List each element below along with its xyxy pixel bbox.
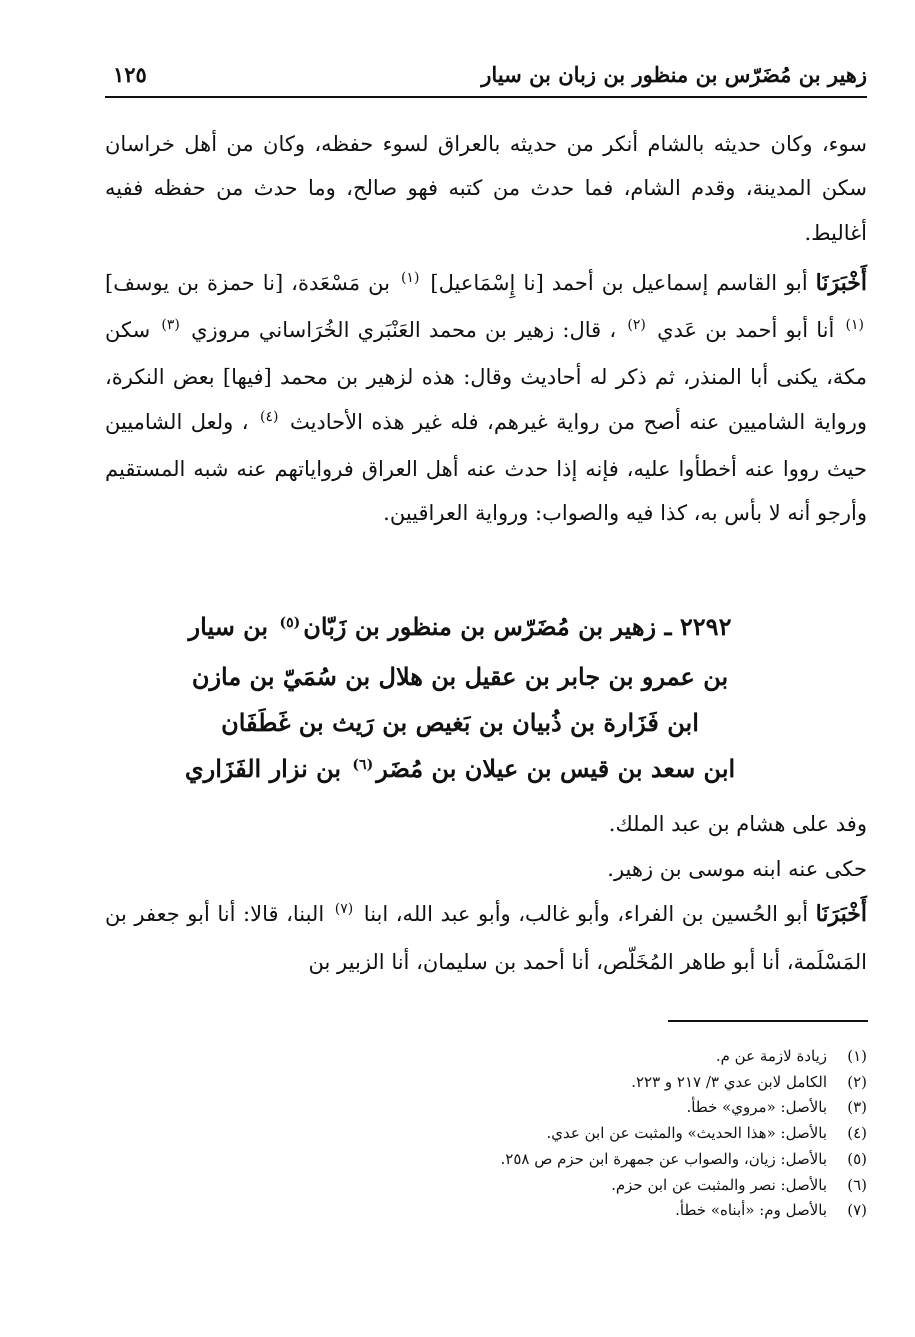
footnote-number: (٤)	[847, 1124, 867, 1143]
footnote-ref: (٤)	[260, 408, 279, 425]
footnote-item	[105, 1070, 867, 1096]
text-run: أبو الحُسين بن الفراء، وأبو غالب، وأبو عبد الله، ابنا	[363, 902, 809, 926]
paragraph	[105, 892, 867, 985]
footnote-number: (٧)	[847, 1201, 867, 1220]
heading-line	[150, 746, 770, 796]
text-run: سكن مكة، يكنى أبا المنذر، ثم ذكر له أحاديث وقال: هذه لزهير بن محمد [فيها] بعض النكرة، ورواية الشاميين عنه أصح من رواية غيرهم، فله غير هذه الأحاديث	[105, 318, 867, 434]
footnote-ref: (٦)	[352, 757, 374, 773]
main-text	[105, 122, 867, 536]
footnote-text: بالأصل وم: «أبناه» خطأ.	[675, 1201, 827, 1220]
footnote-ref: (٥)	[279, 615, 301, 631]
text-run: بن نزار الفَزَاري	[184, 754, 342, 783]
footnote-text: بالأصل: «هذا الحديث» والمثبت عن ابن عدي.	[546, 1124, 827, 1143]
footnote-item	[105, 1095, 867, 1121]
text-run: بن مَسْعَدة، [نا حمزة بن يوسف]	[105, 270, 390, 295]
footnotes	[105, 1044, 867, 1224]
footnote-item	[105, 1121, 867, 1147]
footnote-ref: (١)	[400, 269, 420, 286]
footnote-number: (٦)	[847, 1175, 867, 1194]
text-run: بن سيار	[188, 612, 269, 641]
footnote-rule	[668, 1020, 868, 1022]
text-run: ابن سعد بن قيس بن عيلان بن مُضَر	[376, 754, 736, 783]
paragraph: سوء، وكان حديثه بالشام أنكر من حديثه بالعراق لسوء حفظه، وكان من أهل خراسان سكن المدينة، وقدم الشام، فما حدث من كتبه فهو صالح، وما حدث من حفظه ففيه أغاليط.	[105, 132, 867, 245]
footnote-number: (١)	[847, 1047, 867, 1065]
footnote-item	[105, 1173, 867, 1199]
text-run: ٢٢٩٢ ـ زهير بن مُضَرّس بن منظور بن زَبّان	[303, 612, 732, 641]
footnote-number: (٥)	[847, 1149, 867, 1168]
text-run: أبو القاسم إسماعيل بن أحمد [نا إِسْمَاعيل]	[430, 270, 808, 295]
footnote-item	[105, 1147, 867, 1173]
footnote-text: زيادة لازمة عن م.	[715, 1047, 827, 1065]
text-run: ، قال: زهير بن محمد العَنْبَري الخُرَاساني مروزي	[191, 318, 617, 343]
header-rule	[105, 96, 867, 98]
narration-lead: أَخْبَرَنَا	[815, 901, 867, 927]
text-run: البنا، قالا: أنا أبو جعفر بن المَسْلَمة، أنا أبو طاهر المُخَلّص، أنا أحمد بن سليمان، أنا الزبير بن	[105, 902, 867, 974]
footnote-ref: (٧)	[334, 901, 354, 917]
narration-lead: أَخْبَرَنَا	[815, 269, 867, 296]
footnote-ref: (٣)	[161, 317, 180, 334]
running-header	[105, 58, 867, 94]
footnote-number: (٣)	[847, 1098, 867, 1117]
footnote-ref: (٢)	[627, 317, 646, 334]
paragraph: وفد على هشام بن عبد الملك.	[608, 812, 867, 836]
footnote-ref: (١)	[845, 317, 865, 334]
heading-line	[150, 604, 770, 654]
heading-line: ابن فَزَارة بن ذُبيان بن بَغيص بن رَيث بن غَطَفَان	[221, 708, 699, 737]
footnote-item	[105, 1198, 867, 1224]
entry-body	[105, 802, 867, 985]
footnote-text: الكامل لابن عدي ٣/ ٢١٧ و ٢٢٣.	[631, 1072, 827, 1091]
text-run: أنا أبو أحمد بن عَدي	[657, 318, 835, 343]
running-title: زهير بن مُضَرّس بن منظور بن زبان بن سيار	[481, 62, 867, 87]
text-run: ، ولعل الشاميين حيث رووا عنه أخطأوا عليه، فإنه إذا حدث عنه أهل العراق فرواياتهم عنه شبه المستقيم وأرجو أنه لا بأس به، كذا فيه والصواب: ورواية العراقيين.	[105, 409, 867, 526]
heading-line: بن عمرو بن جابر بن عقيل بن هلال بن سُمَيّ بن مازن	[191, 662, 729, 691]
footnote-text: بالأصل: «مروي» خطأ.	[686, 1098, 827, 1117]
paragraph: حكى عنه ابنه موسى بن زهير.	[607, 857, 867, 881]
footnote-number: (٢)	[847, 1072, 867, 1091]
footnote-text: بالأصل: نصر والمثبت عن ابن حزم.	[611, 1175, 827, 1194]
page-number: ١٢٥	[113, 62, 147, 87]
entry-heading	[150, 604, 770, 796]
footnote-item	[105, 1044, 867, 1070]
paragraph	[105, 261, 867, 536]
footnote-text: بالأصل: زيان، والصواب عن جمهرة ابن حزم ص ٢٥٨.	[500, 1149, 827, 1168]
